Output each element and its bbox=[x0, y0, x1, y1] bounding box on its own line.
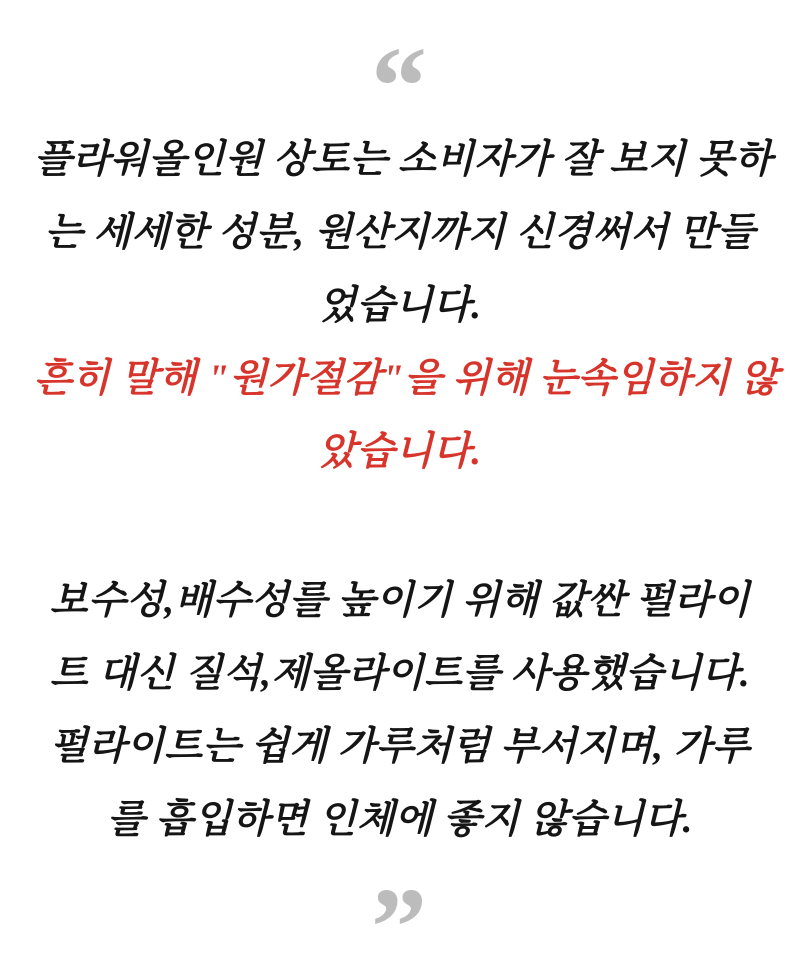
open-quote-icon: “ bbox=[371, 28, 429, 123]
close-quote-icon: ” bbox=[371, 866, 429, 948]
quote-line: 트 대신 질석,제올라이트를 사용했습니다. bbox=[49, 652, 751, 695]
quote-line: 보수성,배수성를 높이기 위해 값싼 펄라이 bbox=[49, 579, 751, 622]
quote-line-red: 았습니다. bbox=[318, 430, 482, 473]
quote-paragraph-2 bbox=[34, 564, 766, 856]
quote-line: 펄라이트는 쉽게 가루처럼 부서지며, 가루 bbox=[49, 725, 751, 768]
quote-line: 었습니다. bbox=[318, 284, 482, 327]
quote-line: 는 세세한 성분, 원산지까지 신경써서 만들 bbox=[44, 211, 756, 254]
quote-paragraph-1 bbox=[34, 123, 773, 342]
pull-quote-section bbox=[0, 28, 800, 954]
quote-line-red: 흔히 말해 "원가절감"을 위해 눈속임하지 않 bbox=[34, 357, 779, 400]
quote-line: 플라워올인원 상토는 소비자가 잘 보지 못하 bbox=[34, 138, 773, 181]
quote-line: 를 흡입하면 인체에 좋지 않습니다. bbox=[107, 798, 693, 841]
quote-emphasis-red bbox=[34, 342, 779, 488]
paragraph-spacer bbox=[34, 488, 766, 564]
